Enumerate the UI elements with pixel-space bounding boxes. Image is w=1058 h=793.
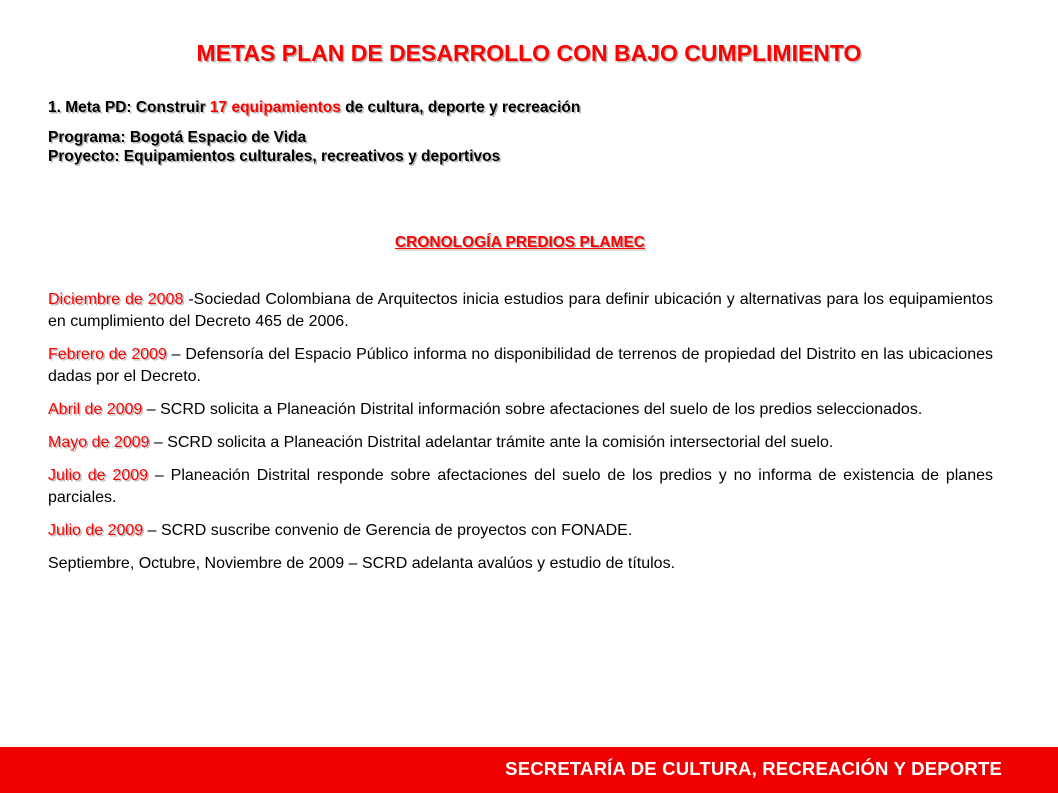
meta-line [48, 98, 1008, 117]
chronology-entry [48, 399, 993, 421]
footer-bar [0, 747, 1058, 793]
entry-text: – Defensoría del Espacio Público informa no disponibilidad de terrenos de propiedad del Distrito en las ubicaciones dadas por el Decreto. [48, 346, 994, 385]
entry-date: Abril de 2009 [48, 401, 143, 418]
meta-suffix: de cultura, deporte y recreación [340, 99, 581, 116]
entry-date: Julio de 2009 [48, 467, 149, 484]
entry-date: Julio de 2009 [48, 522, 144, 539]
chronology-entry [48, 344, 993, 388]
entry-date: Febrero de 2009 [48, 346, 167, 363]
footer-organization-name: SECRETARÍA DE CULTURA, RECREACIÓN Y DEPORTE [505, 758, 1002, 779]
chronology-entry [48, 553, 993, 575]
meta-block [48, 98, 1008, 166]
entry-text: Septiembre, Octubre, Noviembre de 2009 – SCRD adelanta avalúos y estudio de títulos. [48, 555, 676, 572]
chronology-entry [48, 520, 993, 542]
chronology-entry [48, 289, 993, 333]
meta-highlight: 17 equipamientos [209, 99, 341, 116]
chronology-list [48, 289, 993, 586]
entry-date: Mayo de 2009 [48, 434, 150, 451]
entry-text: – SCRD suscribe convenio de Gerencia de proyectos con FONADE. [143, 522, 633, 539]
chronology-entry [48, 432, 993, 454]
slide-title: METAS PLAN DE DESARROLLO CON BAJO CUMPLIMIENTO [196, 40, 862, 66]
programa-line: Programa: Bogotá Espacio de Vida [48, 129, 307, 146]
meta-prefix: 1. Meta PD: Construir [48, 99, 210, 116]
proyecto-line: Proyecto: Equipamientos culturales, recreativos y deportivos [48, 148, 501, 165]
chronology-entry [48, 465, 993, 509]
entry-text: – Planeación Distrital responde sobre afectaciones del suelo de los predios y no informa de existencia de planes parciales. [48, 467, 993, 506]
entry-text: -Sociedad Colombiana de Arquitectos inicia estudios para definir ubicación y alternativas para los equipamientos en cumplimiento del Decreto 465 de 2006. [48, 291, 993, 330]
entry-text: – SCRD solicita a Planeación Distrital adelantar trámite ante la comisión intersectorial del suelo. [149, 434, 834, 451]
chronology-heading: CRONOLOGÍA PREDIOS PLAMEC [394, 234, 646, 251]
entry-text: – SCRD solicita a Planeación Distrital información sobre afectaciones del suelo de los predios seleccionados. [142, 401, 923, 418]
entry-date: Diciembre de 2008 [48, 291, 184, 308]
